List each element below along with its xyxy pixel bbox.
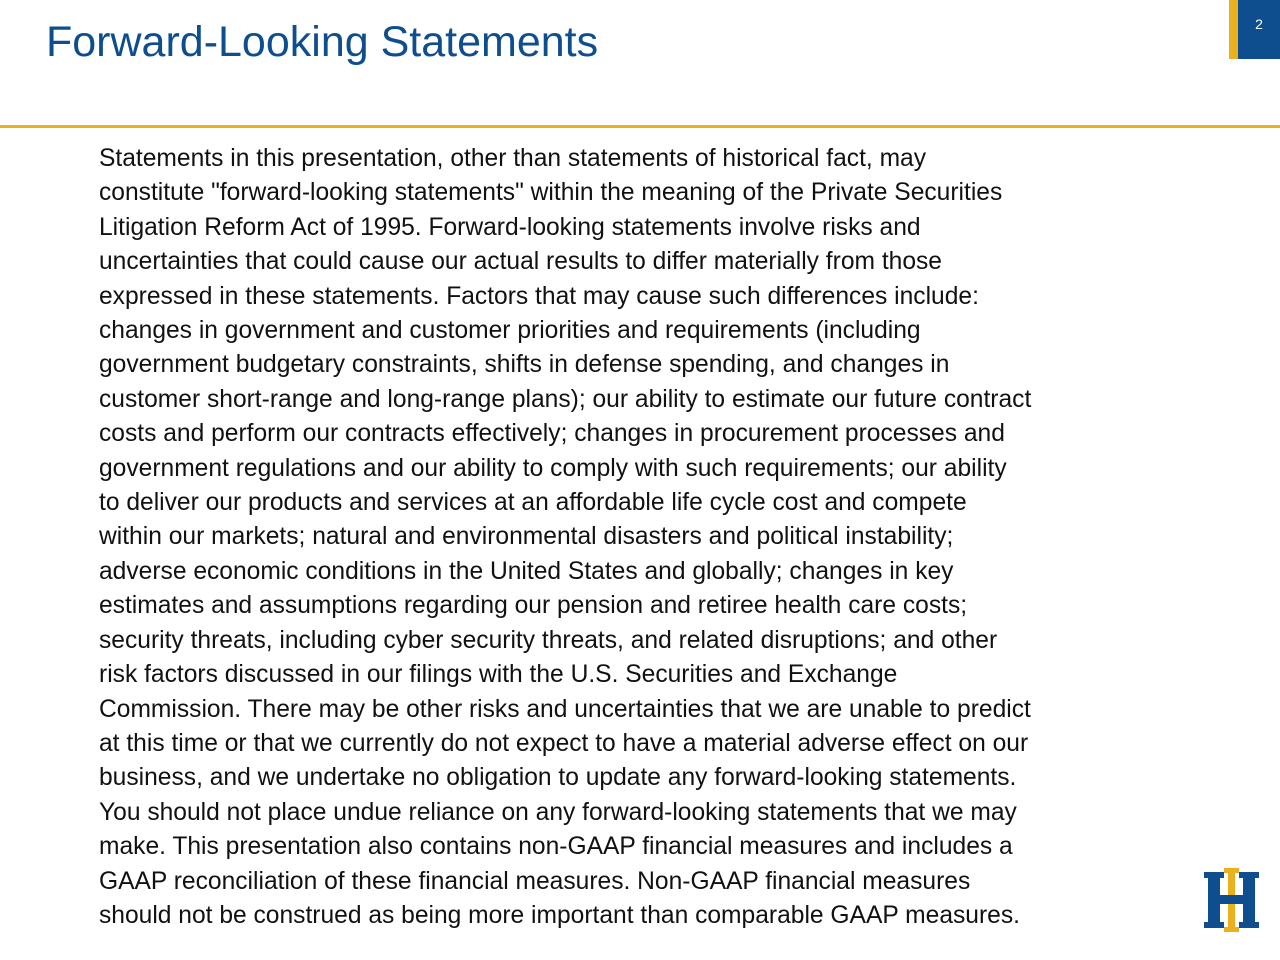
body-line: to deliver our products and services at an affordable life cycle cost and compete bbox=[99, 489, 967, 517]
body-line: government budgetary constraints, shifts in defense spending, and changes in bbox=[99, 351, 950, 379]
body-line: changes in government and customer priorities and requirements (including bbox=[99, 317, 921, 345]
body-line: constitute "forward-looking statements" within the meaning of the Private Securities bbox=[99, 179, 1003, 207]
body-line: You should not place undue reliance on any forward-looking statements that we may bbox=[99, 798, 1017, 826]
page-number: 2 bbox=[1238, 0, 1280, 59]
body-line: make. This presentation also contains non-GAAP financial measures and includes a bbox=[99, 833, 1013, 861]
body-line: GAAP reconciliation of these financial measures. Non-GAAP financial measures bbox=[99, 867, 971, 895]
body-line: risk factors discussed in our filings with the U.S. Securities and Exchange bbox=[99, 661, 898, 689]
body-line: expressed in these statements. Factors that may cause such differences include: bbox=[99, 282, 979, 310]
body-line: customer short-range and long-range plans); our ability to estimate our future contract bbox=[99, 385, 1032, 413]
hii-monogram-icon bbox=[1204, 866, 1259, 934]
body-line: should not be construed as being more important than comparable GAAP measures. bbox=[99, 901, 1020, 929]
disclaimer-text bbox=[99, 142, 1199, 933]
page-tab-accent bbox=[1229, 0, 1238, 59]
page-number-tab bbox=[1229, 0, 1280, 59]
body-line: costs and perform our contracts effectively; changes in procurement processes and bbox=[99, 420, 1005, 448]
body-line: adverse economic conditions in the United States and globally; changes in key bbox=[99, 557, 954, 585]
body-line: uncertainties that could cause our actual results to differ materially from those bbox=[99, 248, 942, 276]
page-title: Forward-Looking Statements bbox=[46, 18, 599, 66]
body-line: government regulations and our ability to comply with such requirements; our ability bbox=[99, 454, 1007, 482]
title-divider bbox=[0, 125, 1280, 128]
body-line: Commission. There may be other risks and uncertainties that we are unable to predict bbox=[99, 695, 1031, 723]
body-line: business, and we undertake no obligation to update any forward-looking statements. bbox=[99, 764, 1017, 792]
body-line: security threats, including cyber security threats, and related disruptions; and other bbox=[99, 626, 998, 654]
body-line: Statements in this presentation, other than statements of historical fact, may bbox=[99, 145, 927, 172]
body-line: estimates and assumptions regarding our pension and retiree health care costs; bbox=[99, 592, 968, 620]
body-line: within our markets; natural and environmental disasters and political instability; bbox=[99, 523, 954, 551]
body-line: at this time or that we currently do not expect to have a material adverse effect on our bbox=[99, 729, 1029, 757]
body-line: Litigation Reform Act of 1995. Forward-looking statements involve risks and bbox=[99, 213, 921, 241]
